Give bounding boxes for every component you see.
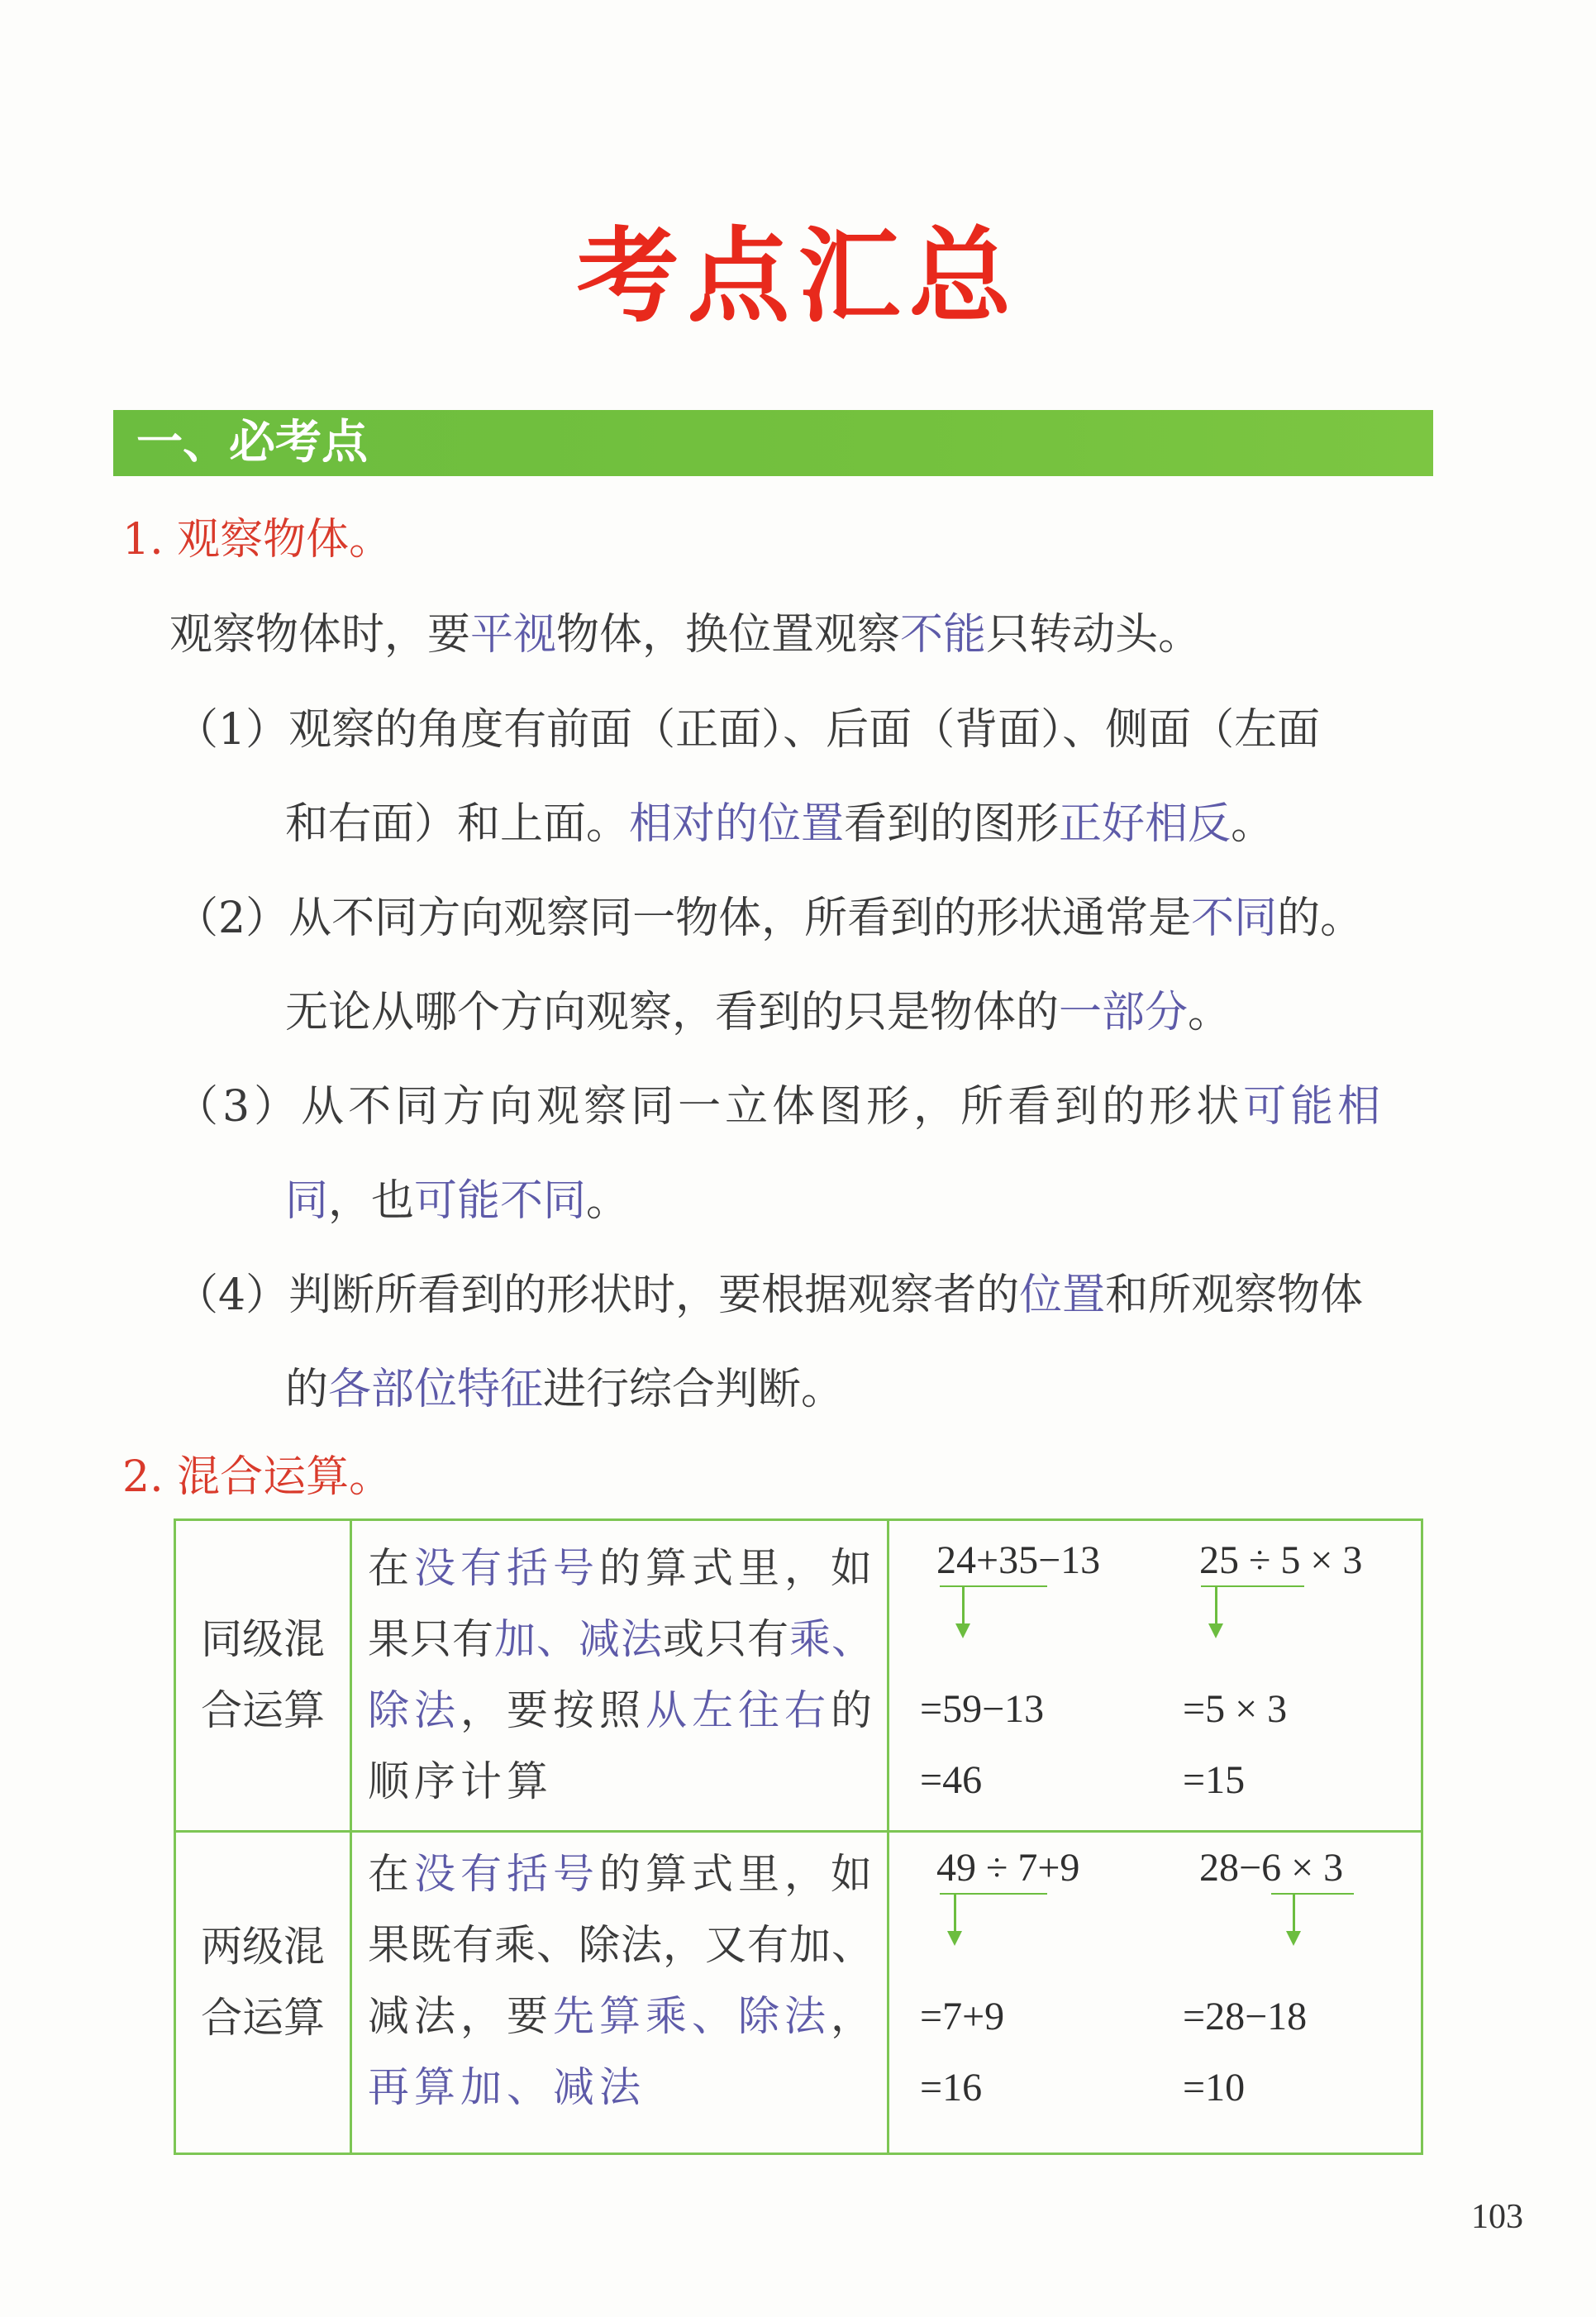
arrow-down-icon — [1293, 1895, 1295, 1933]
arrow-head-icon — [1208, 1623, 1223, 1638]
page-title: 考点汇总 — [576, 217, 1020, 336]
arrow-down-icon — [962, 1587, 965, 1625]
table-row-2-rule-line-4: 再算加、减法 — [368, 2063, 646, 2111]
example-2-expression: 25 ÷ 5 × 3 — [1199, 1538, 1363, 1582]
example-1-result: =46 — [920, 1758, 983, 1802]
observe-item-1-line-2: 和右面）和上面。相对的位置看到的图形正好相反。 — [285, 799, 1274, 849]
arrow-down-icon — [954, 1895, 956, 1933]
observe-item-4-line-1: （4）判断所看到的形状时，要根据观察者的位置和所观察物体 — [175, 1271, 1364, 1320]
observe-item-2-line-1: （2）从不同方向观察同一物体，所看到的形状通常是不同的。 — [175, 894, 1364, 943]
observe-item-2-line-2: 无论从哪个方向观察，看到的只是物体的一部分。 — [285, 988, 1232, 1037]
observe-item-3-line-2: 同，也可能不同。 — [285, 1176, 630, 1226]
arrow-head-icon — [1286, 1931, 1301, 1946]
table-divider — [887, 1521, 889, 2153]
section-title: 一、必考点 — [136, 416, 368, 470]
table-row-1-name: 同级混 合运算 — [201, 1615, 325, 1734]
table-row-1-rule-line-1: 在没有括号的算式里，如 — [368, 1544, 877, 1592]
example-4-step-1: =28−18 — [1183, 1995, 1308, 2038]
page-number: 103 — [1471, 2198, 1523, 2236]
table-row-2-rule-line-1: 在没有括号的算式里，如 — [368, 1850, 877, 1898]
table-divider — [350, 1521, 352, 2153]
topic-heading-observe: 1. 观察物体。 — [122, 515, 393, 565]
example-2-result: =15 — [1183, 1758, 1246, 1802]
example-2-step-1: =5 × 3 — [1183, 1687, 1288, 1731]
arrow-down-icon — [1215, 1587, 1217, 1625]
example-4-expression: 28−6 × 3 — [1199, 1846, 1344, 1890]
observe-item-3-line-1: （3）从不同方向观察同一立体图形，所看到的形状可能相 — [175, 1082, 1385, 1132]
arrow-head-icon — [947, 1931, 962, 1946]
example-1-expression: 24+35−13 — [936, 1538, 1101, 1582]
example-3-result: =16 — [920, 2066, 983, 2110]
table-divider — [176, 1830, 1421, 1833]
table-row-1-rule-line-4: 顺序计算 — [368, 1757, 553, 1805]
table-row-1-rule-line-3: 除法，要按照从左往右的 — [368, 1686, 877, 1734]
example-4-underline — [1271, 1893, 1354, 1895]
example-4-result: =10 — [1183, 2066, 1246, 2110]
observe-item-4-line-2: 的各部位特征进行综合判断。 — [285, 1365, 845, 1414]
observe-intro: 观察物体时，要平视物体，换位置观察不能只转动头。 — [169, 610, 1202, 660]
observe-item-1-line-1: （1）观察的角度有前面（正面）、后面（背面）、侧面（左面 — [175, 705, 1321, 755]
topic-heading-mixed-operations: 2. 混合运算。 — [122, 1452, 393, 1502]
arrow-head-icon — [955, 1623, 970, 1638]
example-3-step-1: =7+9 — [920, 1995, 1005, 2038]
table-row-2-rule-line-2: 果既有乘、除法，又有加、 — [368, 1921, 874, 1969]
table-row-2-name: 两级混 合运算 — [201, 1923, 325, 2042]
table-row-1-rule-line-2: 果只有加、减法或只有乘、 — [368, 1615, 874, 1663]
example-1-underline — [940, 1585, 1047, 1587]
table-row-2-rule-line-3: 减法，要先算乘、除法， — [368, 1992, 877, 2040]
example-3-expression: 49 ÷ 7+9 — [936, 1846, 1080, 1890]
section-banner — [113, 410, 1433, 476]
mixed-operations-table — [174, 1518, 1423, 2155]
example-1-step-1: =59−13 — [920, 1687, 1045, 1731]
